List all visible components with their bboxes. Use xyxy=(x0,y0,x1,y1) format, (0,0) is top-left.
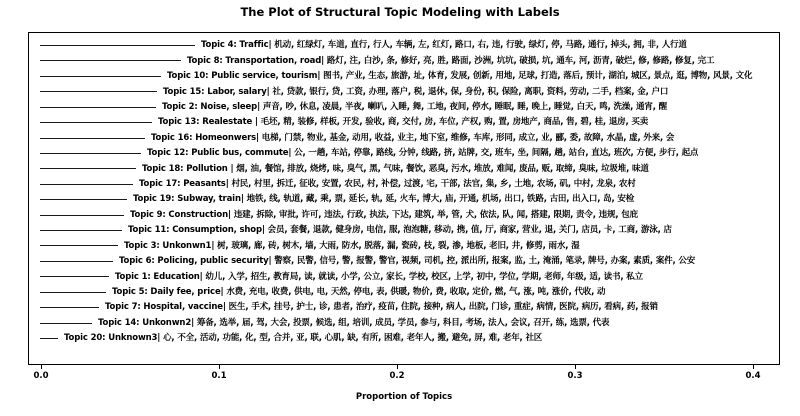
topic-label: Topic 14: Unkonwn2| 筹备, 选举, 届, 驾, 大会, 投票, 候选, 组, 培训, 成员, 学员, 参与, 科目, 考场, 法人, 会议, 召开, 练, 选票, 代表 xyxy=(98,317,610,328)
topic-row xyxy=(40,271,643,283)
topic-label: Topic 4: Traffic| 机动, 红绿灯, 车道, 直行, 行人, 车辆, 左, 红灯, 路口, 右, 违, 行驶, 绿灯, 停, 马路, 通行, 掉头, 拥, 非, 人行道 xyxy=(201,40,687,51)
topic-row xyxy=(40,178,636,190)
x-axis-tick xyxy=(397,365,398,369)
topic-proportion-segment xyxy=(40,107,156,108)
topic-label: Topic 11: Consumption, shop| 会员, 套餐, 退款, 健身房, 电信, 服, 泡泡糖, 移动, 携, 值, 厅, 商家, 营业, 退, 关门, 店员, 卡, 工商, 游泳, 店 xyxy=(128,225,672,236)
topic-label: Topic 17: Peasants| 村民, 村里, 拆迁, 征收, 安置, 农民, 村, 补偿, 过渡, 宅, 干部, 法官, 集, 乡, 土地, 农场, 矶, 中村, 龙泉, 农村 xyxy=(139,179,636,190)
topic-label: Topic 13: Realestate | 毛坯, 精, 装修, 样板, 开发, 验收, 商, 交付, 房, 车位, 产权, 购, 置, 房地产, 商品, 售, 碧, 桂, 退房, 买卖 xyxy=(158,117,649,128)
topic-label: Topic 15: Labor, salary| 社, 贷款, 银行, 贷, 工资, 办理, 落户, 税, 退休, 保, 身份, 积, 保险, 离职, 资料, 劳动, 二手, 档案, 金, 户口 xyxy=(163,86,669,97)
topic-proportion-segment xyxy=(40,245,118,246)
topic-row xyxy=(40,132,674,144)
topic-proportion-segment xyxy=(40,215,124,216)
topic-label: Topic 16: Homeonwers| 电梯, 门禁, 物业, 基金, 动用, 收益, 业主, 地下室, 维修, 车库, 形同, 成立, 业, 郦, 委, 故障, 水晶, 虚, 外来, 会 xyxy=(151,132,675,143)
topic-label: Topic 7: Hospital, vaccine| 医生, 手术, 挂号, 护士, 诊, 患者, 治疗, 疫苗, 住院, 接种, 病人, 出院, 门诊, 重症, 病情, 医院, 病历, 看病, 药, 报销 xyxy=(105,302,658,313)
topic-row xyxy=(40,317,609,329)
topic-proportion-segment xyxy=(40,199,127,200)
topic-row xyxy=(40,332,542,344)
topic-proportion-segment xyxy=(40,153,141,154)
x-axis-tick xyxy=(753,365,754,369)
topic-proportion-segment xyxy=(40,261,113,262)
topic-proportion-segment xyxy=(40,307,99,308)
plot-area xyxy=(28,32,780,365)
topic-proportion-segment xyxy=(40,138,145,139)
topic-row xyxy=(40,286,605,298)
topic-label: Topic 3: Unkonwn1| 树, 玻璃, 廊, 砖, 树木, 墙, 大雨, 防水, 脱落, 漏, 瓷砖, 枝, 裂, 渗, 地板, 老旧, 井, 修剪, 雨水, 湿 xyxy=(124,240,580,251)
x-axis-tick xyxy=(575,365,576,369)
topic-proportion-segment xyxy=(40,184,133,185)
topic-label: Topic 12: Public bus, commute| 公, 一趟, 车站, 停靠, 路线, 分钟, 线路, 挤, 站牌, 交, 班车, 坐, 间隔, 趟, 站台, 直达, 班次, 方便, 步行, 起点 xyxy=(147,148,699,159)
topic-proportion-segment xyxy=(40,323,92,324)
topic-row xyxy=(40,240,579,252)
topic-row xyxy=(40,40,687,52)
x-axis-tick xyxy=(219,365,220,369)
x-axis-tick-label: 0.0 xyxy=(33,371,49,381)
x-axis-tick-label: 0.2 xyxy=(389,371,405,381)
topic-proportion-segment xyxy=(40,45,195,46)
topic-row xyxy=(40,70,752,82)
topic-proportion-segment xyxy=(40,230,122,231)
topic-label: Topic 6: Policing, public security| 警察, 民警, 信号, 警, 报警, 警官, 视频, 司机, 控, 派出所, 报案, 监, 土, 淹涌, 笔录, 牌号, 办案, 素质, 案件, 公安 xyxy=(119,256,696,267)
topic-row xyxy=(40,255,695,267)
topic-label: Topic 19: Subway, train| 地铁, 线, 轨道, 藏, 乘, 票, 延长, 轨, 延, 火车, 博大, 庙, 开通, 机场, 出口, 铁路, 古田, 出入口, 岛, 安检 xyxy=(133,194,635,205)
topic-proportion-segment xyxy=(40,122,152,123)
topic-row xyxy=(40,86,668,98)
topic-label: Topic 1: Education| 幼儿, 入学, 招生, 教育局, 读, 就读, 小学, 公立, 家长, 学校, 校区, 上学, 初中, 学位, 学期, 老师, 年级, 适, 读书, 私立 xyxy=(115,271,643,282)
topic-proportion-segment xyxy=(40,168,136,169)
topic-row xyxy=(40,117,648,129)
topic-label: Topic 2: Noise, sleep| 声音, 吵, 休息, 凌晨, 半夜, 喇叭, 入睡, 舞, 工地, 夜间, 停水, 睡眠, 睡, 晚上, 睡觉, 白天, 鸣, 洗澡, 通宵, 醒 xyxy=(162,101,667,112)
topic-label: Topic 18: Pollution | 烟, 油, 餐馆, 排放, 烧烤, 味, 臭气, 黑, 气味, 餐饮, 恶臭, 污水, 堆放, 难闻, 废品, 贩, 取缔, 臭味, 垃圾堆, 味道 xyxy=(142,163,649,174)
x-axis-tick-label: 0.3 xyxy=(567,371,583,381)
topic-row xyxy=(40,55,714,67)
topic-proportion-segment xyxy=(40,338,58,339)
topic-proportion-segment xyxy=(40,276,109,277)
topic-row xyxy=(40,194,634,206)
topic-row xyxy=(40,101,667,113)
topic-proportion-segment xyxy=(40,60,181,61)
topic-label: Topic 9: Construction| 违建, 拆除, 审批, 许可, 违法, 行政, 执法, 下达, 建筑, 举, 管, 犬, 依法, 队, 闻, 搭建, 限期, 责令, 违规, 包庇 xyxy=(130,209,638,220)
x-axis-tick xyxy=(41,365,42,369)
x-axis-title: Proportion of Topics xyxy=(355,392,453,402)
topic-row xyxy=(40,225,672,237)
topic-proportion-segment xyxy=(40,292,106,293)
topic-proportion-segment xyxy=(40,76,161,77)
topic-label: Topic 10: Public service, tourism| 图书, 产业, 生态, 旅游, 址, 体育, 发展, 创新, 用地, 足球, 打造, 落后, 预计, 湖泊, 城区, 景点, 逛, 博物, 风景, 文化 xyxy=(167,71,753,82)
x-axis-tick-label: 0.1 xyxy=(211,371,227,381)
topic-row xyxy=(40,163,649,175)
topic-row xyxy=(40,302,658,314)
topic-label: Topic 20: Unknown3| 心, 不全, 活动, 功能, 化, 型, 合并, 亚, 联, 心肌, 缺, 有所, 困难, 老年人, 搬, 避免, 屏, 难, 老年, 社区 xyxy=(64,333,543,344)
topic-label: Topic 8: Transportation, road| 路灯, 注, 白沙, 条, 修好, 亮, 胜, 路面, 沙洲, 坑坑, 破损, 坑, 通车, 河, 沥青, 破烂, 修, 修路, 修复, 完工 xyxy=(187,55,715,66)
topic-proportion-segment xyxy=(40,91,157,92)
topic-row xyxy=(40,209,638,221)
topic-label: Topic 5: Daily fee, price| 水费, 充电, 收费, 供电, 电, 天然, 停电, 表, 供暖, 物价, 费, 收取, 定价, 燃, 气, 涨, 吨, 涨价, 代收, 动 xyxy=(112,286,606,297)
topic-row xyxy=(40,147,698,159)
chart-title: The Plot of Structural Topic Modeling with Labels xyxy=(240,5,560,19)
x-axis-tick-label: 0.4 xyxy=(745,371,761,381)
